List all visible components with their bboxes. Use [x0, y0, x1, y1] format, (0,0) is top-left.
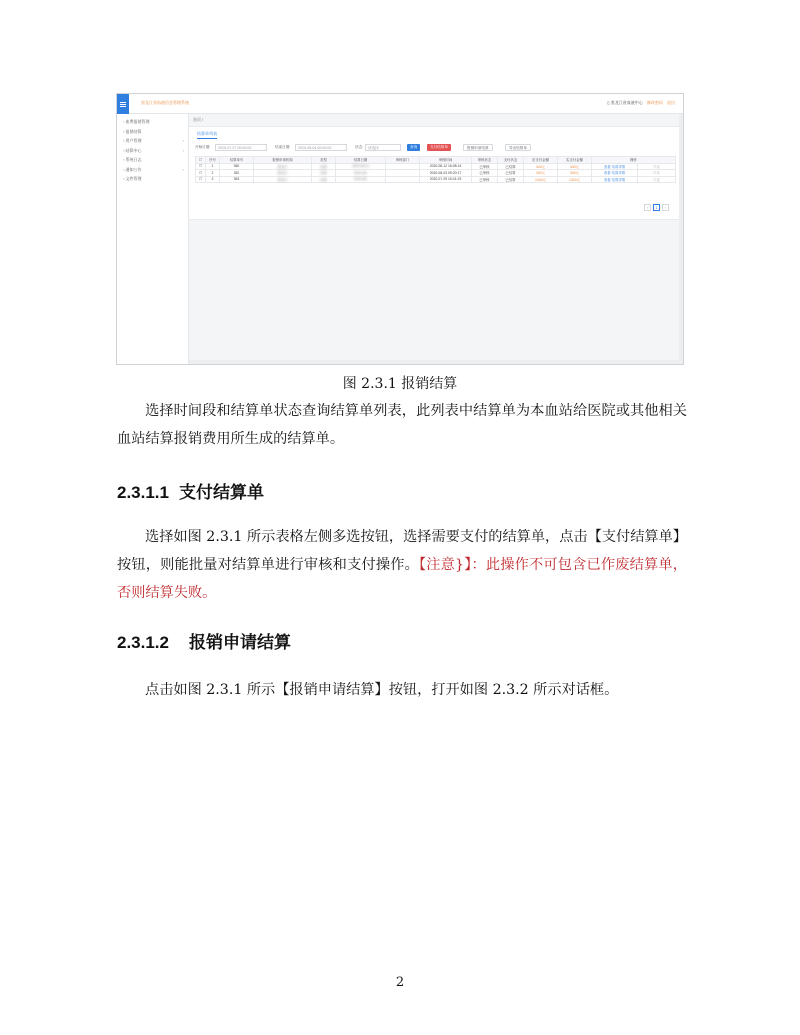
export-settlement-button[interactable]: 导出结算单 — [505, 144, 531, 151]
next-page-button[interactable]: › — [662, 204, 669, 211]
table-cell: 结算 — [312, 170, 336, 177]
table-cell — [386, 176, 420, 183]
app-title: 黑龙江省血液信息管理系统 — [141, 100, 189, 105]
table-cell: 已审核 — [472, 163, 498, 170]
user-area — [607, 100, 675, 106]
tab-settlement-list[interactable]: 结算单列表 — [197, 131, 217, 139]
table-cell: 2020-08-12 16:08:14 — [420, 163, 472, 170]
section-heading-pay — [117, 478, 264, 503]
start-date-label: 开始日期: — [195, 145, 211, 149]
table-cell: 1340元 — [558, 176, 592, 183]
sidebar-item-blood-fee[interactable]: ▫ 血费报销管理 — [123, 119, 150, 124]
sidebar-item-users[interactable]: ▫ 用户管理 › — [123, 138, 184, 143]
table-cell: 340元 — [524, 163, 558, 170]
column-header: 应支付金额 — [524, 157, 558, 164]
column-header: 审核部门 — [386, 157, 420, 164]
table-cell: 已审核 — [472, 176, 498, 183]
table-cell: 352 — [220, 170, 254, 177]
view-detail-link[interactable]: 查看 结算详情 — [592, 170, 638, 177]
select-all-checkbox[interactable]: ☐ — [196, 157, 206, 164]
sidebar-item-settlement[interactable]: ▫ 报销结算 — [123, 128, 142, 134]
prev-page-button[interactable]: ‹ — [644, 204, 651, 211]
table-cell: 3 — [206, 176, 220, 183]
column-header: 审核时间 — [420, 157, 472, 164]
change-password-link[interactable]: 修改密码 — [646, 100, 663, 105]
section-title: 支付结算单 — [179, 483, 264, 502]
column-header: 审核状态 — [472, 157, 498, 164]
app-topbar — [117, 94, 683, 114]
settlement-panel — [189, 126, 684, 220]
breadcrumb: 首页 / — [193, 117, 204, 122]
column-header: 结算单号 — [220, 157, 254, 164]
table-row — [196, 176, 676, 183]
section-heading-apply — [117, 628, 291, 653]
sidebar-item-files[interactable]: ▫ 文件管理 — [123, 176, 142, 181]
table-cell: 2 — [206, 170, 220, 177]
table-cell: 350 — [220, 163, 254, 170]
table-cell: 结算 — [312, 176, 336, 183]
table-cell: 340元 — [558, 170, 592, 177]
pagination — [642, 204, 669, 211]
table-cell: 黑龙江 — [254, 163, 312, 170]
row-checkbox[interactable]: ☐ — [196, 176, 206, 183]
column-header: 实支付金额 — [558, 157, 592, 164]
section-title: 报销申请结算 — [189, 633, 291, 652]
horizontal-scrollbar[interactable] — [189, 360, 679, 364]
column-header: 操作 — [592, 157, 676, 164]
app-sidebar — [117, 114, 189, 364]
table-cell: 1 — [206, 163, 220, 170]
column-header: 结算日期 — [336, 157, 386, 164]
apply-settlement-button[interactable]: 报销申请结算 — [463, 144, 493, 151]
row-checkbox[interactable]: ☐ — [196, 170, 206, 177]
table-cell: 1340元 — [524, 176, 558, 183]
vertical-scrollbar[interactable] — [679, 114, 683, 364]
sidebar-item-logs[interactable]: ▫ 系统日志 — [123, 157, 142, 162]
table-cell: 已审核 — [472, 170, 498, 177]
figure-screenshot — [116, 93, 684, 365]
status-select[interactable]: 请选择 — [365, 144, 401, 151]
column-header: 类型 — [312, 157, 336, 164]
user-center-name: 黑龙江省血液中心 — [610, 100, 643, 105]
table-cell: 已结算 — [498, 163, 524, 170]
view-detail-link[interactable]: 查看 结算详情 — [592, 163, 638, 170]
row-checkbox[interactable]: ☐ — [196, 163, 206, 170]
column-header: 序号 — [206, 157, 220, 164]
view-detail-link[interactable]: 查看 结算详情 — [592, 176, 638, 183]
status-label: 状态: — [355, 145, 364, 149]
logout-link[interactable]: 退出 — [667, 100, 675, 105]
intro-paragraph: 选择时间段和结算单状态查询结算单列表，此列表中结算单为本血站给医院或其他相关血站结算报销费用所生成的结算单。 — [117, 403, 687, 447]
end-date-input[interactable]: 2020-08-04 00:00:00 — [295, 144, 347, 151]
table-cell: 353 — [220, 176, 254, 183]
figure-caption: 图 2.3.1 报销结算 — [342, 376, 458, 392]
table-cell: 2020-08-03 09:20:17 — [420, 170, 472, 177]
void-button[interactable]: 作废 — [638, 176, 676, 183]
sidebar-item-center[interactable]: ▫ 结算中心 › — [123, 147, 184, 153]
page-button-current[interactable]: 1 — [653, 204, 660, 211]
page-number: 2 — [395, 975, 405, 990]
pay-settlement-button[interactable]: 支付结算单 — [427, 144, 451, 151]
table-cell: 结算 — [312, 163, 336, 170]
table-cell: 黑龙江 — [254, 176, 312, 183]
menu-toggle-button[interactable] — [117, 94, 129, 114]
table-cell: 已结算 — [498, 170, 524, 177]
table-cell: 黑龙江 — [254, 170, 312, 177]
warning-note: 【注意}】：此操作不可包含已作废结算单，否则结算失败。 — [117, 557, 687, 601]
user-icon: ▯ — [607, 100, 610, 105]
settlement-table — [195, 156, 676, 183]
start-date-input[interactable]: 2020-07-27 00:00:00 — [215, 144, 267, 151]
table-cell: 2020-08-11 — [336, 163, 386, 170]
apply-paragraph: 点击如图 2.3.1 所示【报销申请结算】按钮，打开如图 2.3.2 所示对话框。 — [145, 682, 619, 698]
void-button[interactable]: 作废 — [638, 163, 676, 170]
section-number: 2.3.1.2 — [117, 633, 169, 652]
end-date-label: 结束日期: — [275, 145, 291, 149]
query-button[interactable]: 查询 — [407, 144, 420, 151]
table-cell: 2020-08- — [336, 170, 386, 177]
table-cell: 2020-07-29 15:41:23 — [420, 176, 472, 183]
void-button[interactable]: 作废 — [638, 170, 676, 177]
column-header: 报销申请机构 — [254, 157, 312, 164]
table-cell: 已结算 — [498, 176, 524, 183]
table-cell: 340元 — [524, 170, 558, 177]
sidebar-item-notices[interactable]: ▫ 通知公告 › — [123, 166, 184, 172]
table-cell: 340元 — [558, 163, 592, 170]
column-header: 支付状态 — [498, 157, 524, 164]
section-number: 2.3.1.1 — [117, 483, 169, 502]
pay-paragraph: 选择如图 2.3.1 所示表格左侧多选按钮，选择需要支付的结算单，点击【支付结算单】按钮，则能批量对结算单进行审核和支付操作。【注意}】：此操作不可包含已作废结算单，否则结算失败。 — [117, 529, 687, 601]
table-cell: 2020-08- — [336, 176, 386, 183]
